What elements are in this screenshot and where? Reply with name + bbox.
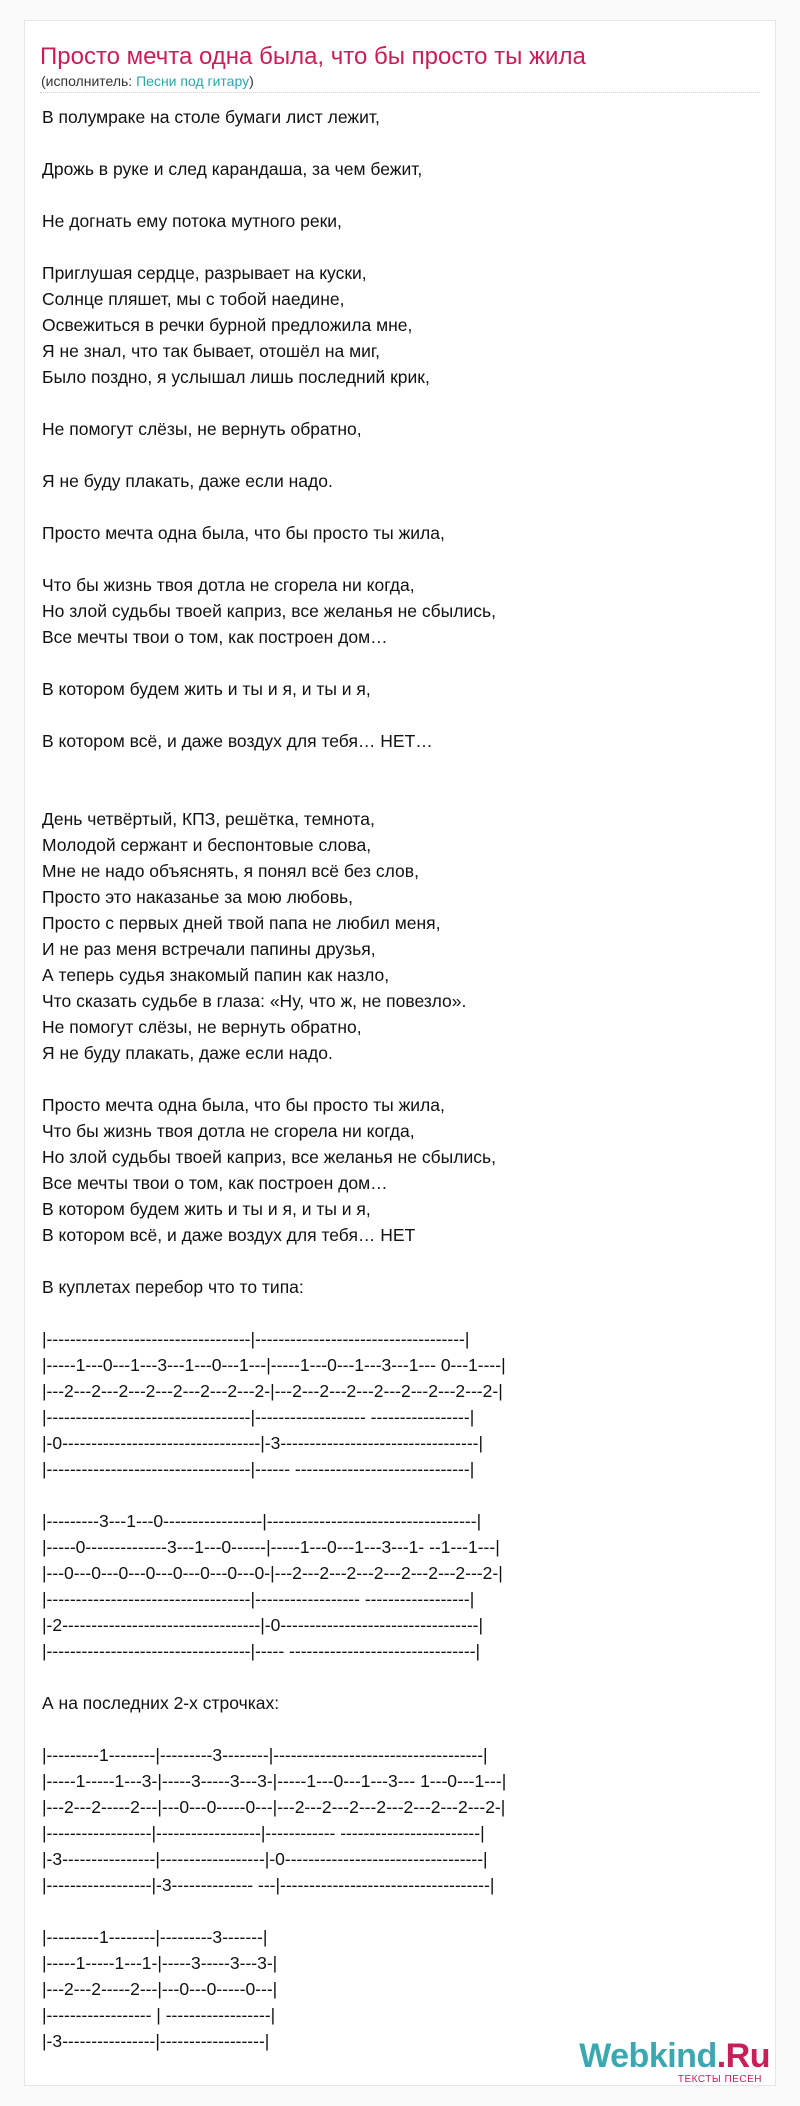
lyrics-line: |---------1--------|---------3--------|------------------------------------| — [42, 1745, 488, 1765]
lyrics-line: Солнце пляшет, мы с тобой наедине, — [42, 289, 345, 309]
lyrics-line: Что бы жизнь твоя дотла не сгорела ни когда, — [42, 575, 415, 595]
lyrics-blank-line — [42, 546, 752, 572]
lyrics-blank-line — [42, 1716, 752, 1742]
artist-line — [41, 72, 254, 90]
lyrics-line: |-3----------------|------------------|-0----------------------------------| — [42, 1849, 488, 1869]
site-logo[interactable] — [580, 2036, 770, 2086]
lyrics-line: |---2---2---2---2---2---2---2---2-|---2---2---2---2---2---2---2---2-| — [42, 1381, 503, 1401]
lyrics-line: |---------3---1---0-----------------|------------------------------------| — [42, 1511, 482, 1531]
lyrics-blank-line — [42, 1664, 752, 1690]
lyrics-blank-line — [42, 702, 752, 728]
lyrics-line: День четвёртый, КПЗ, решётка, темнота, — [42, 809, 375, 829]
lyrics-line: |-----1-----1---3-|-----3-----3---3-|-----1---0---1---3--- 1---0---1---| — [42, 1771, 507, 1791]
lyrics-line: В котором всё, и даже воздух для тебя… НЕТ… — [42, 731, 433, 751]
lyrics-line: |------------------|-3-------------- ---|------------------------------------| — [42, 1875, 495, 1895]
lyrics-line: |-----1-----1---1-|-----3-----3---3-| — [42, 1953, 278, 1973]
lyrics-blank-line — [42, 650, 752, 676]
lyrics-line: |-----1---0---1---3---1---0---1---|-----1---0---1---3---1--- 0---1----| — [42, 1355, 506, 1375]
lyrics-line: |-----------------------------------|----- --------------------------------| — [42, 1641, 481, 1661]
lyrics-blank-line — [42, 494, 752, 520]
lyrics-line: Молодой сержант и беспонтовые слова, — [42, 835, 372, 855]
lyrics-line: Что бы жизнь твоя дотла не сгорела ни когда, — [42, 1121, 415, 1141]
lyrics-blank-line — [42, 1066, 752, 1092]
lyrics-line: |-----0--------------3---1---0------|-----1---0---1---3---1- --1---1---| — [42, 1537, 500, 1557]
lyrics-line: |-0----------------------------------|-3----------------------------------| — [42, 1433, 484, 1453]
lyrics-blank-line — [42, 390, 752, 416]
lyrics-line: Я не буду плакать, даже если надо. — [42, 1043, 333, 1063]
lyrics-line: |---2---2-----2---|---0---0-----0---|---2---2---2---2---2---2---2---2-| — [42, 1797, 506, 1817]
lyrics-blank-line — [42, 1300, 752, 1326]
logo-wordmark — [579, 2036, 770, 2076]
lyrics-blank-line — [42, 1898, 752, 1924]
lyrics-line: |-2----------------------------------|-0----------------------------------| — [42, 1615, 484, 1635]
lyrics-line: Просто мечта одна была, что бы просто ты жила, — [42, 523, 445, 543]
lyrics-blank-line — [42, 1482, 752, 1508]
title-divider — [40, 92, 760, 93]
lyrics-line: И не раз меня встречали папины друзья, — [42, 939, 376, 959]
lyrics-line: Все мечты твои о том, как построен дом… — [42, 1173, 388, 1193]
lyrics-line: Мне не надо объяснять, я понял всё без слов, — [42, 861, 419, 881]
lyrics-line: В куплетах перебор что то типа: — [42, 1277, 304, 1297]
lyrics-line: |------------------|------------------|------------ ------------------------| — [42, 1823, 485, 1843]
lyrics-line: Просто с первых дней твой папа не любил меня, — [42, 913, 441, 933]
logo-accent-text: .Ru — [716, 2037, 770, 2075]
logo-main-text: Webkind — [579, 2037, 717, 2075]
lyrics-line: |-----------------------------------|------------------------------------| — [42, 1329, 470, 1349]
lyrics-line: В котором будем жить и ты и я, и ты и я, — [42, 679, 371, 699]
lyrics-blank-line — [42, 442, 752, 468]
lyrics-line: Освежиться в речки бурной предложила мне, — [42, 315, 413, 335]
lyrics-line: Не помогут слёзы, не вернуть обратно, — [42, 1017, 362, 1037]
lyrics-line: Я не буду плакать, даже если надо. — [42, 471, 333, 491]
lyrics-line: |---0---0---0---0---0---0---0---0-|---2---2---2---2---2---2---2---2-| — [42, 1563, 503, 1583]
lyrics-line: В котором всё, и даже воздух для тебя… НЕТ — [42, 1225, 416, 1245]
song-title: Просто мечта одна была, что бы просто ты жила — [40, 43, 586, 70]
artist-prefix: (исполнитель: — [41, 73, 137, 89]
lyrics-line: |---------1--------|---------3-------| — [42, 1927, 268, 1947]
lyrics-line: Но злой судьбы твоей каприз, все желанья не сбылись, — [42, 1147, 496, 1167]
lyrics-line: |---2---2-----2---|---0---0-----0---| — [42, 1979, 278, 1999]
lyrics-line: Но злой судьбы твоей каприз, все желанья не сбылись, — [42, 601, 496, 621]
artist-suffix: ) — [249, 73, 254, 89]
lyrics-line: |-----------------------------------|------------------ ------------------| — [42, 1589, 475, 1609]
lyrics-blank-line — [42, 182, 752, 208]
lyrics-line: |-3----------------|------------------| — [42, 2031, 270, 2051]
lyrics-blank-line — [42, 780, 752, 806]
lyrics-line: В полумраке на столе бумаги лист лежит, — [42, 107, 380, 127]
lyrics-line: Приглушая сердце, разрывает на куски, — [42, 263, 367, 283]
artist-link[interactable]: Песни под гитару — [136, 73, 250, 89]
lyrics-line: Я не знал, что так бывает, отошёл на миг, — [42, 341, 381, 361]
lyrics-line: В котором будем жить и ты и я, и ты и я, — [42, 1199, 371, 1219]
lyrics-line: |-----------------------------------|------ ------------------------------| — [42, 1459, 475, 1479]
lyrics-line: |------------------ | ------------------| — [42, 2005, 276, 2025]
lyrics-line: Просто это наказанье за мою любовь, — [42, 887, 354, 907]
lyrics-blank-line — [42, 1248, 752, 1274]
lyrics-line: Не помогут слёзы, не вернуть обратно, — [42, 419, 362, 439]
lyrics-line: Просто мечта одна была, что бы просто ты жила, — [42, 1095, 445, 1115]
lyrics-line: Что сказать судьбе в глаза: «Ну, что ж, не повезло». — [42, 991, 467, 1011]
lyrics-line: Все мечты твои о том, как построен дом… — [42, 627, 388, 647]
lyrics-line: А на последних 2-х строчках: — [42, 1693, 280, 1713]
lyrics-blank-line — [42, 130, 752, 156]
lyrics-line: Было поздно, я услышал лишь последний крик, — [42, 367, 430, 387]
lyrics-blank-line — [42, 234, 752, 260]
lyrics-text — [42, 104, 752, 2054]
lyrics-line: Не догнать ему потока мутного реки, — [42, 211, 342, 231]
lyrics-line: |-----------------------------------|------------------- -----------------| — [42, 1407, 475, 1427]
logo-tagline: ТЕКСТЫ ПЕСЕН — [677, 2074, 762, 2085]
lyrics-line: А теперь судья знакомый папин как назло, — [42, 965, 390, 985]
lyrics-line: Дрожь в руке и след карандаша, за чем бежит, — [42, 159, 423, 179]
lyrics-blank-line — [42, 754, 752, 780]
